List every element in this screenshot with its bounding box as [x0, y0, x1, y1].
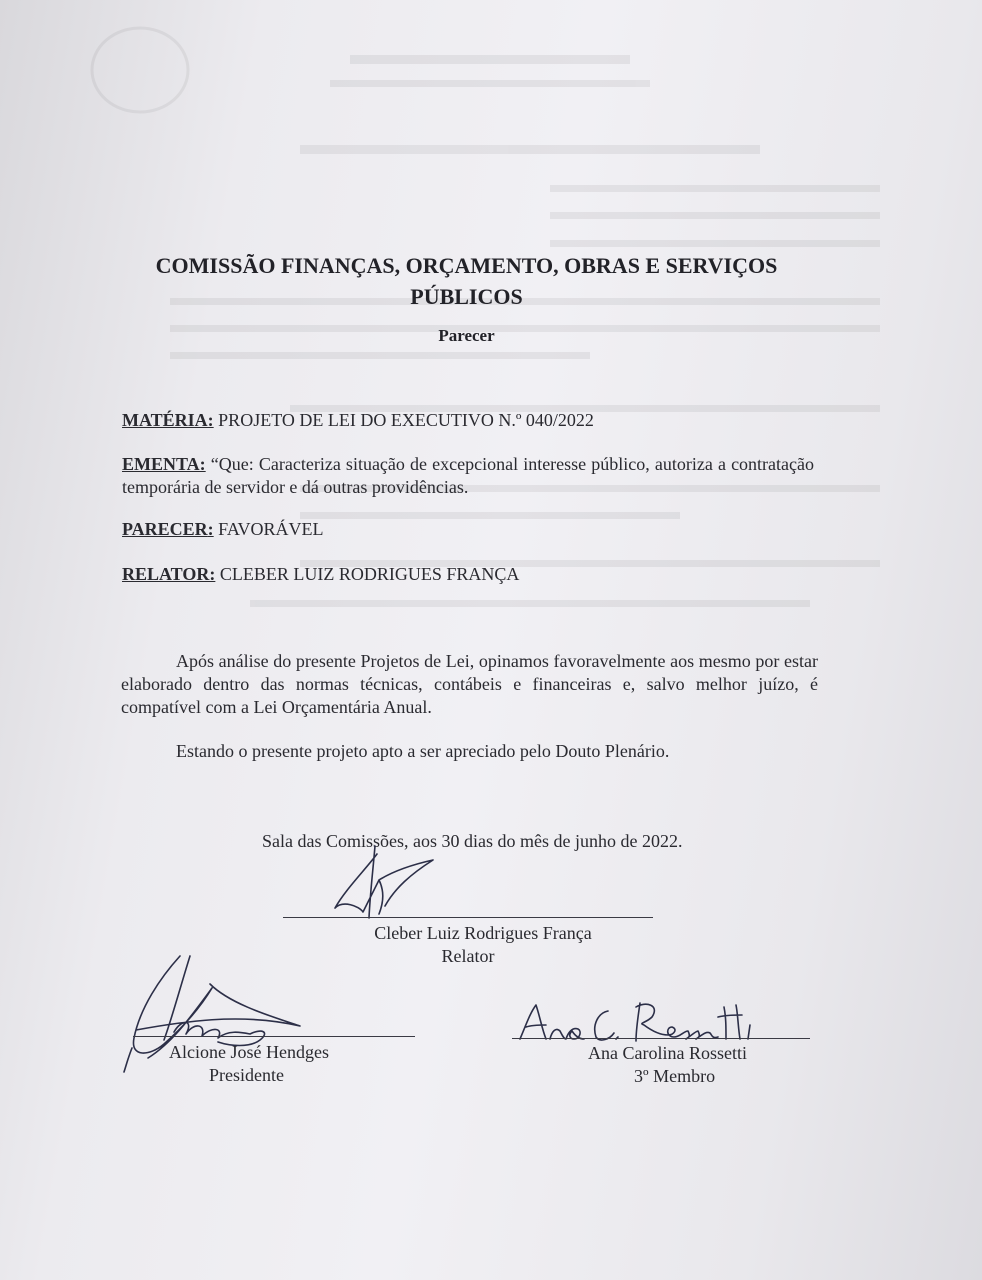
- ementa-label: EMENTA:: [122, 454, 206, 474]
- parecer-field: [122, 518, 814, 541]
- presidente-name: Alcione José Hendges: [169, 1042, 329, 1062]
- opinion-paragraph: Após análise do presente Projetos de Lei, opinamos favoravelmente aos mesmo por estar elaborado dentro das normas técnicas, contábeis e financeiras e, salvo melhor juízo, é compatível com a Lei Orçamentária Anual.: [121, 651, 818, 717]
- date-line: Sala das Comissões, aos 30 dias do mês de junho de 2022.: [262, 831, 683, 851]
- materia-field: [122, 409, 814, 432]
- membro-role: 3º Membro: [634, 1066, 716, 1086]
- relator-value: CLEBER LUIZ RODRIGUES FRANÇA: [219, 564, 520, 584]
- materia-value: PROJETO DE LEI DO EXECUTIVO N.º 040/2022: [218, 410, 594, 430]
- membro-signature-line: [512, 1038, 810, 1039]
- relator-field: [122, 563, 814, 586]
- committee-title: COMISSÃO FINANÇAS, ORÇAMENTO, OBRAS E SERVIÇOS PÚBLICOS: [155, 253, 778, 309]
- presidente-signature-line: [133, 1036, 415, 1037]
- relator-name: Cleber Luiz Rodrigues França: [374, 923, 592, 943]
- conclusion-paragraph: Estando o presente projeto apto a ser apreciado pelo Douto Plenário.: [176, 741, 670, 761]
- parecer-value: FAVORÁVEL: [218, 519, 324, 539]
- parecer-label: PARECER: [122, 519, 208, 539]
- ementa-value: “Que: Caracteriza situação de excepcional interesse público, autoriza a contratação temporária de servidor e dá outras providências.: [122, 454, 815, 497]
- relator-role: Relator: [441, 946, 495, 966]
- parecer-colon: :: [207, 519, 214, 539]
- relator-signature-line: [283, 917, 653, 918]
- membro-name: Ana Carolina Rossetti: [588, 1043, 747, 1063]
- materia-label: MATÉRIA:: [122, 410, 214, 430]
- presidente-role: Presidente: [209, 1065, 284, 1085]
- document-type: Parecer: [438, 326, 495, 345]
- relator-label: RELATOR:: [122, 564, 216, 584]
- ementa-field: [122, 453, 814, 499]
